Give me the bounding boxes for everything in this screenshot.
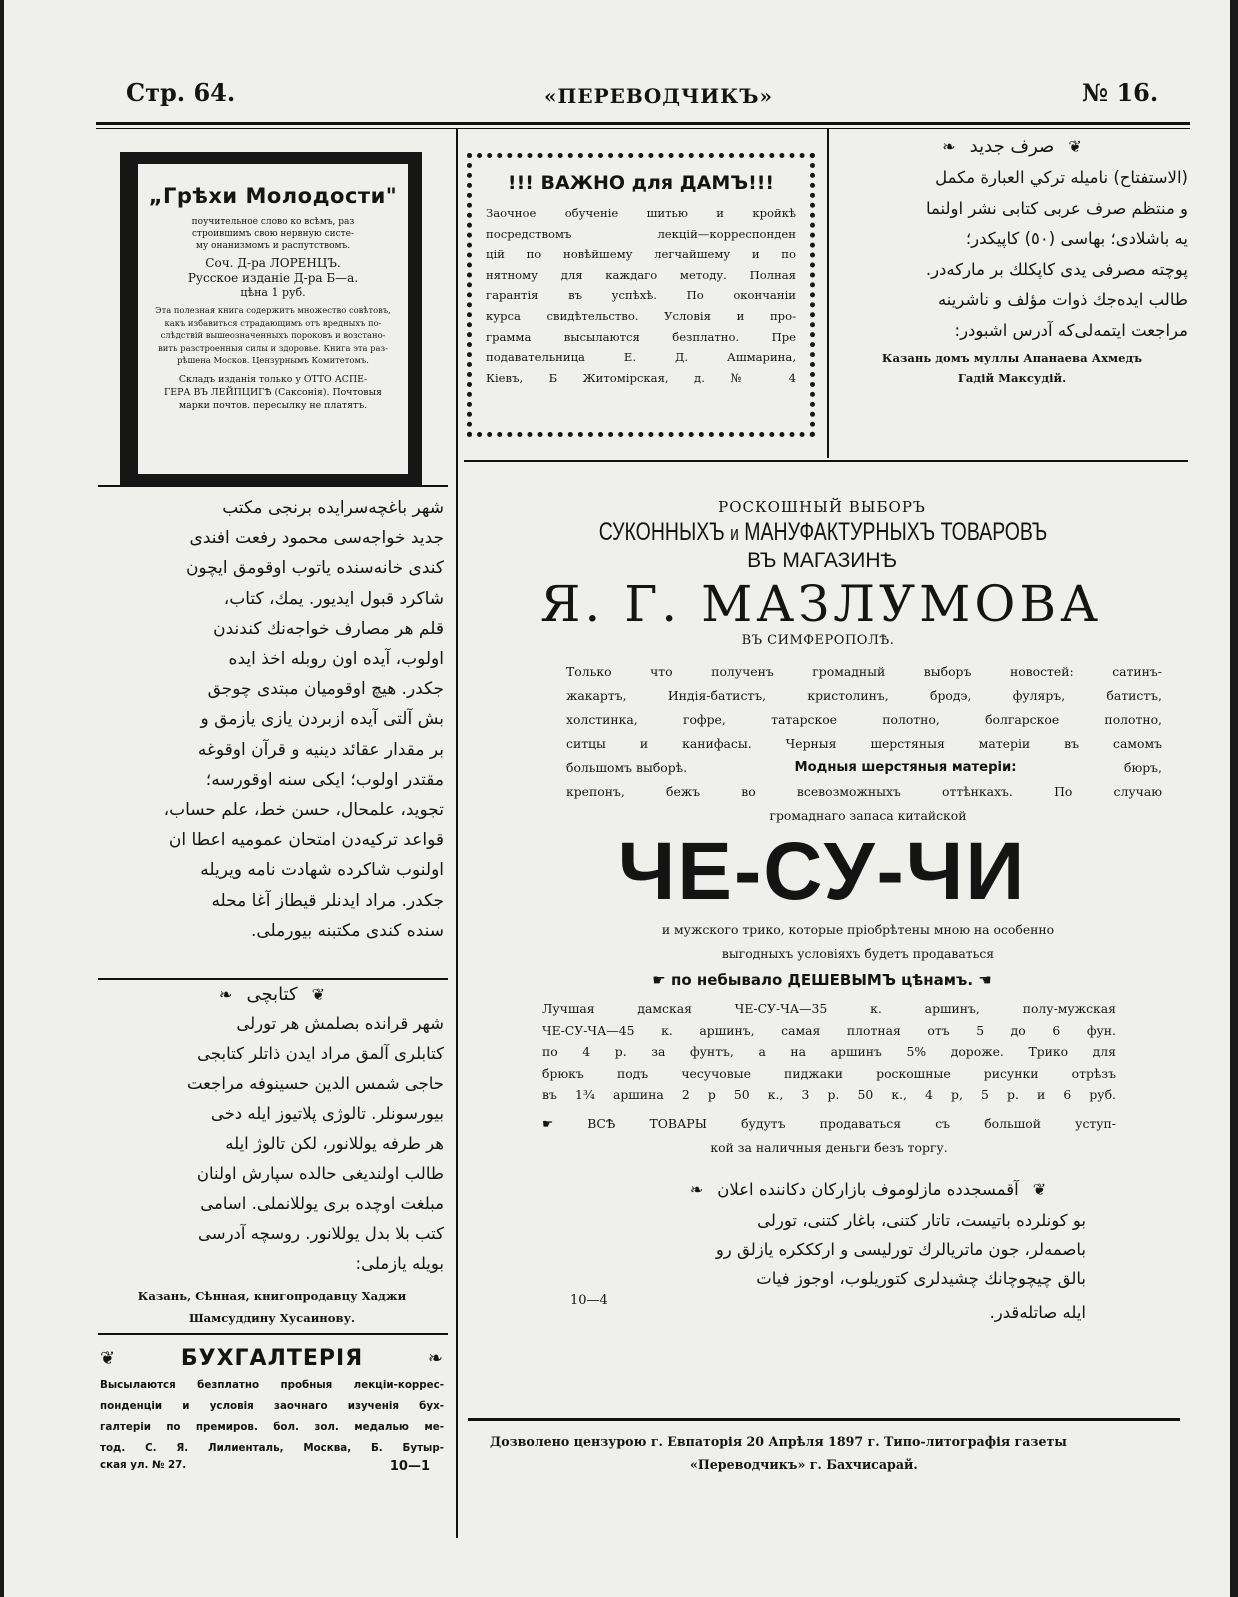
pointing-hand-icon: ☛	[542, 1115, 554, 1131]
ad-sarf-body: (الاستفتاح) ناميله تركي العبارة مكمل و منتظم صرف عربى كتابى نشر اولنما يه باشلادى؛ بهاسى (٥٠) كاپيكدر؛ پوچته مصرفى يدى كاپكلك بر ماركه‌در. طالب ايده‌جك ذوات مؤلف و ناشرينه مراجعت ايتمه‌لى‌كه آدرس اشبودر:	[925, 168, 1188, 340]
header-rule	[96, 122, 1190, 125]
ad-kitapchi-address: Казань, Сѣнная, книгопродавцу Хаджи Шамсуддину Хусаинову.	[137, 1289, 407, 1325]
ad-mazlumov-line5: большомъ выборѣ. Модныя шерстяныя матеріи: бюръ,	[566, 760, 1162, 775]
ornament-icon: ❧	[942, 137, 956, 156]
ad-bukh-title: БУХГАЛТЕРІЯ	[180, 1346, 364, 1371]
ad-grekhi-author: Соч. Д-ра ЛОРЕНЦЪ.	[205, 256, 341, 270]
ad-grekhi-footer: Складъ изданія только у ОТТО АСПЕ- ГЕРА ВЪ ЛЕЙПЦИГѢ (Саксонія). Почтовыя марки почтов. пересылку не платятъ.	[164, 373, 382, 411]
ad-bukh-body: Высылаются безплатно пробныя лекціи-коррес- понденціи и условія заочнаго изученія бух- галтеріи по премиров. бол. зол. медалью ме- тод. С. Я. Лилиенталь, Москва, Б. Бутыр-	[100, 1379, 444, 1454]
newspaper-page	[4, 0, 1230, 1597]
ornament-icon: ❧	[427, 1348, 444, 1369]
ad-grekhi-title: „Грѣхи Молодости"	[148, 184, 398, 208]
ornament-icon: ❦	[311, 985, 325, 1004]
ad-mazlumov-body1: Только что полученъ громадный выборъ новостей: сатинъ- жакартъ, Индія-батистъ, кристолинъ, бродэ, фуляръ, батистъ, холстинка, гофре, татарское полотно, болгарское полотно, ситцы и канифасы. Черныя шерстяныя матеріи въ самомъ	[566, 664, 1162, 751]
ornament-icon: ❦	[1032, 1179, 1047, 1199]
top-section-rule	[464, 460, 1188, 462]
ornament-icon: ❦	[100, 1348, 117, 1369]
ad-mektep: شهر باغچه‌سرايده برنجى مكتب جديد خواجه‌سى محمود رفعت افندى كندى خانه‌سنده ياتوب اوقومق ايچون شاكرد قبول ايديور. يمك، كتاب، قلم هر مصارف خواجه‌نك كندندن اولوب، آيده اون روبله اخذ ايده‌ جكدر. هيچ اوقوميان مبتدى چوجق بش آلتى آيده ازبردن يازى يازمق و بر مقدار عقائد دينيه و قرآن اوقوغه مقتدر اولوب؛ ايكى سنه اوقورسه؛ تجويد، علمحال، حسن خط، علم حساب، قواعد تركيه‌دن امتحان عموميه اعطا ان اولنوب شاكرده شهادت نامه ويريله‌ جكدر. مراد ايدنلر قيطاز آغا محله‌ سنده كندى مكتبنه بيورملى.	[163, 498, 444, 941]
footer	[490, 1430, 1190, 1476]
ad-mazlumov-lead: РОСКОШНЫЙ ВЫБОРЪ	[718, 498, 926, 516]
footer-line1: Дозволено цензурою г. Евпаторія 20 Апрѣля 1897 г. Типо-литографія газеты	[490, 1434, 1067, 1449]
ad-mazlumov-goods: СУКОННЫХЪ и МАНУФАКТУРНЫХЪ ТОВАРОВЪ	[598, 518, 1048, 546]
ad-grekhi-frame	[120, 152, 422, 486]
left-rule-2	[98, 978, 448, 980]
ad-mazlumov-name: Я. Г. МАЗЛУМОВА	[540, 575, 1102, 633]
ad-mazlumov-chesuchi: ЧЕ-СУ-ЧИ	[617, 826, 1027, 917]
ad-mazlumov-price-line: ☛ по небывало ДЕШЕВЫМЪ цѣнамъ. ☚	[652, 971, 992, 989]
ad-mazlumov	[470, 498, 1186, 1323]
newspaper-title: «ПЕРЕВОДЧИКЪ»	[544, 84, 774, 108]
ad-mazlumov-tatar-body: بو كونلرده باتيست، تاتار كتنى، باغار كتنى، تورلى باصمه‌لر، جون ماتريالرك تورليسى و اركككره يازلق رو بالق چيچوچانك چشيدلرى كتوريلوب، اوجوز فيات	[715, 1210, 1086, 1288]
ad-mazlumov-tatar-heading: ❦آقمسجدده مازلوموف بازارکان دکاننده اعلان❧	[550, 1176, 1186, 1204]
issue-number: № 16.	[1082, 78, 1159, 107]
ad-sarf-title: صرف جديد	[969, 136, 1055, 157]
ad-mazlumov-line6: крепонъ, бежъ во всевозможныхъ оттѣнкахъ. По случаю	[566, 784, 1162, 799]
ornament-icon: ❧	[219, 985, 233, 1004]
ad-vazhno-title: !!! ВАЖНО для ДАМЪ!!!	[507, 172, 775, 194]
ad-bukh-code: 10—1	[389, 1459, 430, 1474]
ad-mazlumov-city: ВЪ СИМФЕРОПОЛѢ.	[741, 633, 895, 648]
ad-sarf-address: Казань домъ муллы Апанаева Ахмедъ Гадій Максудій.	[881, 351, 1143, 385]
ad-grekhi	[138, 164, 408, 474]
ad-bukh-last: ская ул. № 27. 10—1	[100, 1459, 430, 1474]
ad-grekhi-subtitle: поучительное слово ко всѣмъ, раз строившимъ свою нервную систе- му онанизмомъ и распутствомъ.	[191, 217, 355, 251]
ad-mazlumov-line7: громаднаго запаса китайской	[769, 808, 967, 823]
ad-mazlumov-tatar-last: 10—4 ايله صاتله‌قدر.	[570, 1292, 1086, 1322]
ad-grekhi-price: цѣна 1 руб.	[240, 286, 306, 299]
page-number: Стр. 64.	[126, 78, 236, 107]
ad-sarf-heading	[836, 136, 1188, 157]
ad-bukh-heading	[100, 1346, 444, 1371]
pointing-hand-icon: ☛	[652, 971, 666, 989]
column-divider-top	[827, 128, 829, 458]
ad-bukh	[100, 1346, 444, 1480]
footer-rule	[468, 1418, 1180, 1421]
ad-sarf	[836, 136, 1188, 388]
ad-kitapchi	[100, 984, 444, 1329]
ornament-icon: ❧	[689, 1179, 704, 1199]
ad-mazlumov-store: ВЪ МАГАЗИНѢ	[747, 549, 897, 572]
ornament-icon: ❦	[1068, 137, 1082, 156]
pointing-hand-icon: ☚	[978, 971, 992, 989]
left-rule-3	[98, 1333, 448, 1335]
ad-kitapchi-heading	[100, 984, 444, 1005]
ad-vazhno	[467, 153, 815, 437]
footer-line2: «Переводчикъ» г. Бахчисарай.	[690, 1457, 918, 1472]
ad-mazlumov-body3: Лучшая дамская ЧЕ-СУ-ЧА—35 к. аршинъ, полу-мужская ЧЕ-СУ-ЧА—45 к. аршинъ, самая плотная отъ 5 до 6 фун. по 4 р. за фунтъ, а на аршинъ 5% дороже. Трико для брюкъ подъ чесучовые пиджаки роскошные рисунки отрѣзъ въ 1¾ аршина 2 р 50 к., 3 р. 50 к., 4 р, 5 р. и 6 руб.	[542, 1001, 1116, 1103]
header-rule-thin	[96, 128, 1190, 129]
ad-grekhi-edition: Русское изданіе Д-ра Б—а.	[187, 271, 359, 285]
ad-kitapchi-title: كتابچى	[246, 984, 298, 1005]
ad-kitapchi-body: شهر قرانده بصلمش هر تورلى كتابلرى آلمق مراد ايدن ذاتلر كتابجى حاجى شمس الدين حسينوفه مراجعت بيورسونلر. تالوژى پلاتيوز ايله دخى هر طرفه يوللانور، لكن تالوژ ايله طالب اولنديغى حالده سپارش اولنان مبلغت اوچده برى يوللانملى. اسامى كتب بلا بدل يوللانور. روسچه آدرسى بويله يازملى:	[186, 1014, 444, 1273]
ad-mazlumov-body4: ☛ ВСѢ ТОВАРЫ будутъ продаваться съ большой уступ- кой за наличныя деньги безъ торгу.	[542, 1115, 1116, 1155]
ad-grekhi-body: Эта полезная книга содержитъ множество совѣтовъ, какъ избавиться страдающимъ отъ вредныхъ по- слѣдствій вышеозначенныхъ пороковъ и возстано- вить разстроенныя силы и здоровье. Книга эта раз- рѣшена Москов. Цензурнымъ Комитетомъ.	[155, 305, 391, 365]
ad-vazhno-body: Заочное обученіе шитью и кройкѣ посредствомъ лекцій—корреспонден цій по новѣйшему легчайшему и по нятному для каждаго методу. Полная гарантія въ успѣхѣ. По окончаніи курса свидѣтельство. Условія и про- грамма высылаются безплатно. Пре подавательница Е. Д. Ашмарина, Кіевъ, Б Житомірская, д. № 4	[486, 206, 796, 385]
ad-mazlumov-code: 10—4	[570, 1292, 608, 1308]
ad-mazlumov-body2: и мужского трико, которые пріобрѣтены мною на особенно выгодныхъ условіяхъ будетъ продаваться	[661, 922, 1055, 961]
